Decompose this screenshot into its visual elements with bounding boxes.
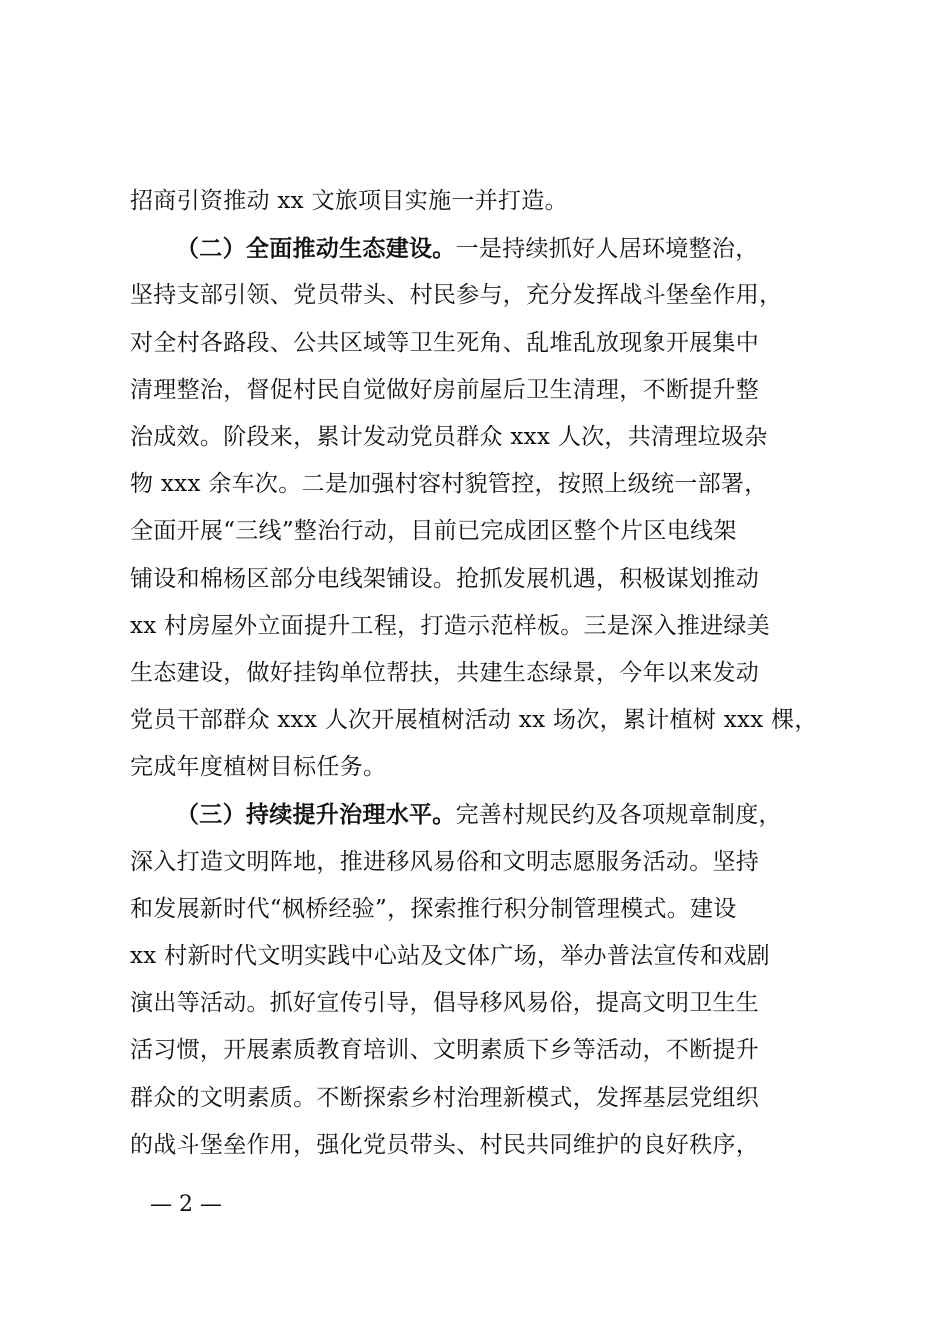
paragraph-line: 深入打造文明阵地，推进移风易俗和文明志愿服务活动。坚持 [130,848,760,875]
paragraph-line: 群众的文明素质。不断探索乡村治理新模式，发挥基层党组织 [130,1084,760,1111]
section-heading: （二）全面推动生态建设。 [176,235,456,263]
paragraph-line: 物 xxx 余车次。二是加强村容村貌管控，按照上级统一部署， [130,471,768,498]
paragraph-line: 党员干部群众 xxx 人次开展植树活动 xx 场次，累计植树 xxx 棵， [130,707,818,734]
section-heading: （三）持续提升治理水平。 [176,801,456,829]
paragraph-line: 和发展新时代“枫桥经验”，探索推行积分制管理模式。建设 [130,895,737,922]
paragraph-line: 清理整治，督促村民自觉做好房前屋后卫生清理，不断提升整 [130,376,760,403]
paragraph-line: 对全村各路段、公共区域等卫生死角、乱堆乱放现象开展集中 [130,329,760,356]
paragraph-line: 全面开展“三线”整治行动，目前已完成团区整个片区电线架 [130,518,737,545]
paragraph-line: 坚持支部引领、党员带头、村民参与，充分发挥战斗堡垒作用， [130,282,783,309]
paragraph-line: 招商引资推动 xx 文旅项目实施一并打造。 [130,188,568,214]
paragraph-line: 完成年度植树目标任务。 [130,754,387,781]
document-body [130,178,830,1169]
page-number: — 2 — [150,1192,222,1217]
paragraph-line: 生态建设，做好挂钩单位帮扶，共建生态绿景，今年以来发动 [130,659,760,686]
paragraph-line [130,225,830,272]
paragraph-line: xx 村新时代文明实践中心站及文体广场，举办普法宣传和戏剧 [130,943,770,969]
paragraph-text: 完善村规民约及各项规章制度， [455,802,782,829]
paragraph-line: 铺设和棉杨区部分电线架铺设。抢抓发展机遇，积极谋划推动 [130,565,760,592]
paragraph-line: 治成效。阶段来，累计发动党员群众 xxx 人次，共清理垃圾杂 [130,423,768,450]
paragraph-line: 活习惯，开展素质教育培训、文明素质下乡等活动，不断提升 [130,1037,760,1064]
paragraph-line: 的战斗堡垒作用，强化党员带头、村民共同维护的良好秩序， [130,1131,760,1158]
paragraph-text: 一是持续抓好人居环境整治， [455,236,759,263]
paragraph-line: xx 村房屋外立面提升工程，打造示范样板。三是深入推进绿美 [130,612,770,639]
paragraph-line [130,791,830,838]
paragraph-line: 演出等活动。抓好宣传引导，倡导移风易俗，提高文明卫生生 [130,990,760,1017]
